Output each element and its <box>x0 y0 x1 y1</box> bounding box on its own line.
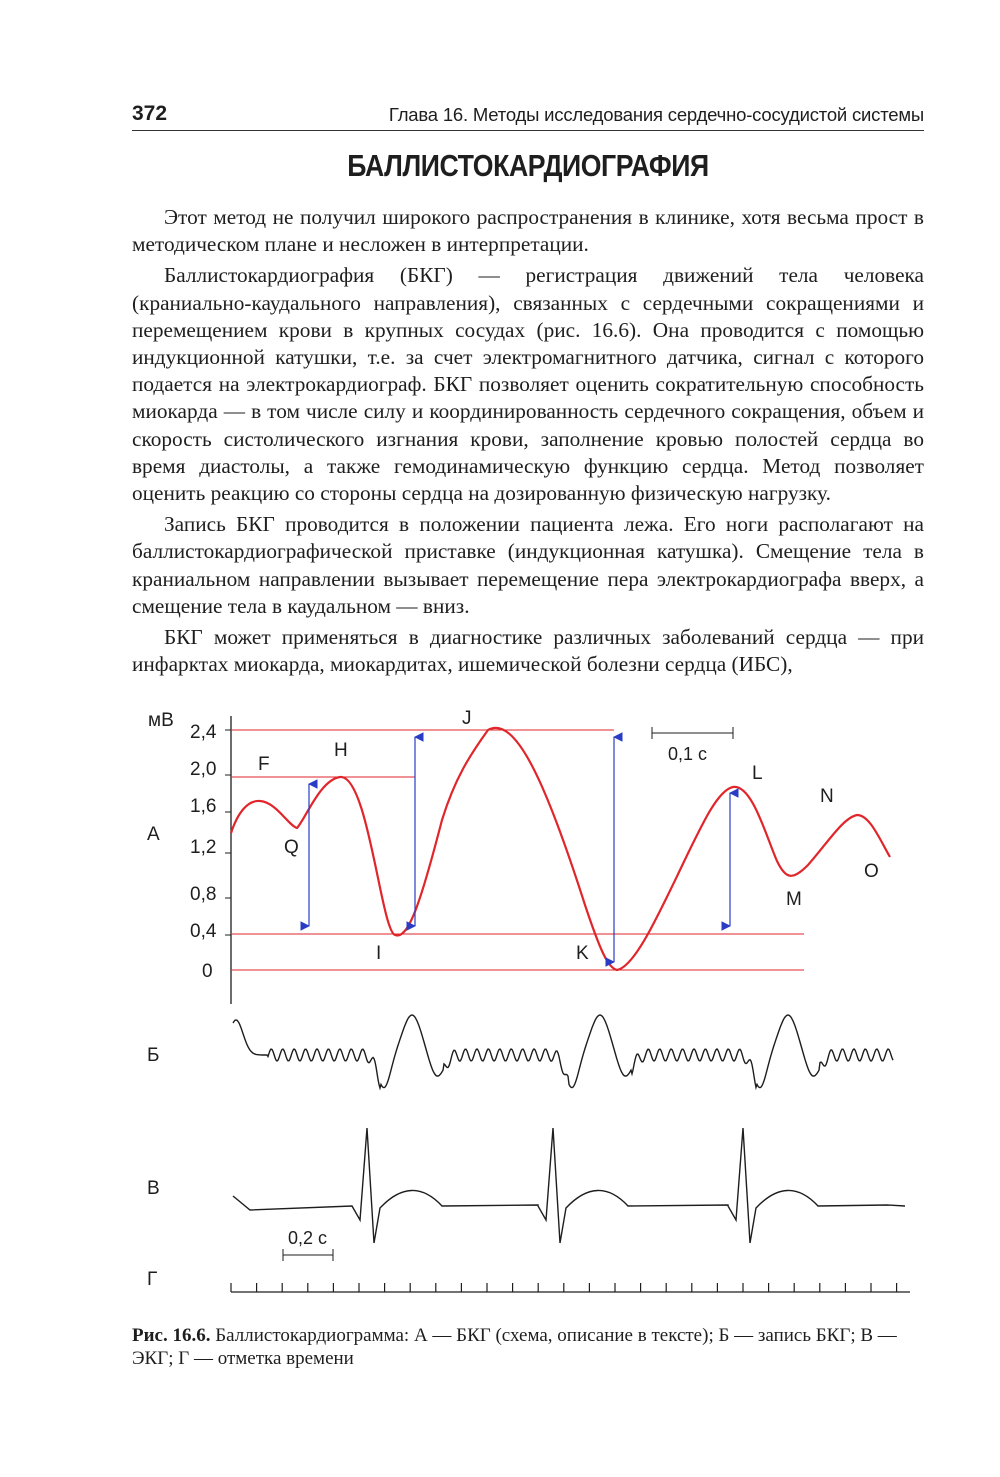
y-tick-label: 0,8 <box>190 884 217 905</box>
section-title: БАЛЛИСТОКАРДИОГРАФИЯ <box>347 148 709 183</box>
reference-lines <box>231 730 804 970</box>
wave-label-f: F <box>258 754 270 775</box>
scale-bar-bkg-label: 0,1 с <box>668 744 708 764</box>
wave-label-i: I <box>376 943 382 964</box>
row-label-g: Г <box>147 1269 158 1290</box>
y-unit-label: мВ <box>148 710 174 731</box>
scale-bar-bkg <box>652 727 733 739</box>
wave-label-n: N <box>820 786 834 807</box>
page-number: 372 <box>132 102 168 125</box>
y-tick-label: 1,6 <box>190 796 217 817</box>
row-label-v: В <box>147 1178 160 1199</box>
bkg-recording-trace <box>233 1015 893 1088</box>
wave-label-j: J <box>462 708 472 729</box>
wave-label-k: K <box>576 943 589 964</box>
row-label-b: Б <box>147 1045 160 1066</box>
running-head <box>132 100 924 131</box>
caption-label: Рис. 16.6. <box>132 1325 211 1346</box>
y-tick-label: 1,2 <box>190 837 217 858</box>
time-mark-ticks <box>231 1283 897 1292</box>
body-text <box>132 204 924 678</box>
figure-caption <box>132 1324 932 1370</box>
paragraph: Этот метод не получил широкого распространения в клинике, хотя весьма прост в методическом плане и несложен в интерпретации. <box>132 205 924 257</box>
paragraph: БКГ может применяться в диагностике различных заболеваний сердца — при инфарктах миокарда, миокардитах, ишемической болезни сердца (ИБС), <box>132 625 924 677</box>
wave-label-l: L <box>752 763 763 784</box>
wave-label-h: H <box>334 740 348 761</box>
row-label-a: А <box>147 824 160 845</box>
wave-label-q: Q <box>284 837 299 858</box>
paragraph: Запись БКГ проводится в положении пациента лежа. Его ноги располагают на баллистокардиографической приставке (индукционная катушка). Смещение тела в краниальном направлении вызывает перемещение пера электрокардиографа вверх, а смещение тела в каудальном — вниз. <box>132 512 924 618</box>
y-tick-label: 2,4 <box>190 722 217 743</box>
wave-label-o: O <box>864 861 879 882</box>
chapter-title: Глава 16. Методы исследования сердечно-сосудистой системы <box>388 104 924 125</box>
ecg-trace <box>233 1128 905 1243</box>
amplitude-arrows <box>309 737 730 962</box>
bkg-curve <box>231 728 890 970</box>
caption-text: Баллистокардиограмма: А — БКГ (схема, описание в тексте); Б — запись БКГ; В — ЭКГ; Г — отметка времени <box>132 1325 897 1369</box>
y-tick-label: 0 <box>202 961 213 982</box>
scale-bar-ecg <box>283 1249 333 1261</box>
y-tick-label: 0,4 <box>190 921 217 942</box>
wave-label-m: M <box>786 889 802 910</box>
paragraph: Баллистокардиография (БКГ) — регистрация движений тела человека (краниально-каудального направления), связанных с сердечными сокращениями и перемещением крови в крупных сосудах (рис. 16.6). Она проводится с помощью индукционной катушки, т.е. за счет электромагнитного датчика, сигнал с которого подается на электрокардиограф. БКГ позволяет оценить сократительную способность миокарда — в том числе силу и координированность сердечного сокращения, объем и скорость систолического изгнания крови, заполнение кровью полостей сердца во время диастолы, а также гемодинамическую функцию сердца. Метод позволяет оценить реакцию со стороны сердца на дозированную физическую нагрузку. <box>132 263 924 506</box>
y-ticks <box>225 730 231 935</box>
y-tick-label: 2,0 <box>190 759 217 780</box>
scale-bar-ecg-label: 0,2 с <box>288 1228 328 1248</box>
